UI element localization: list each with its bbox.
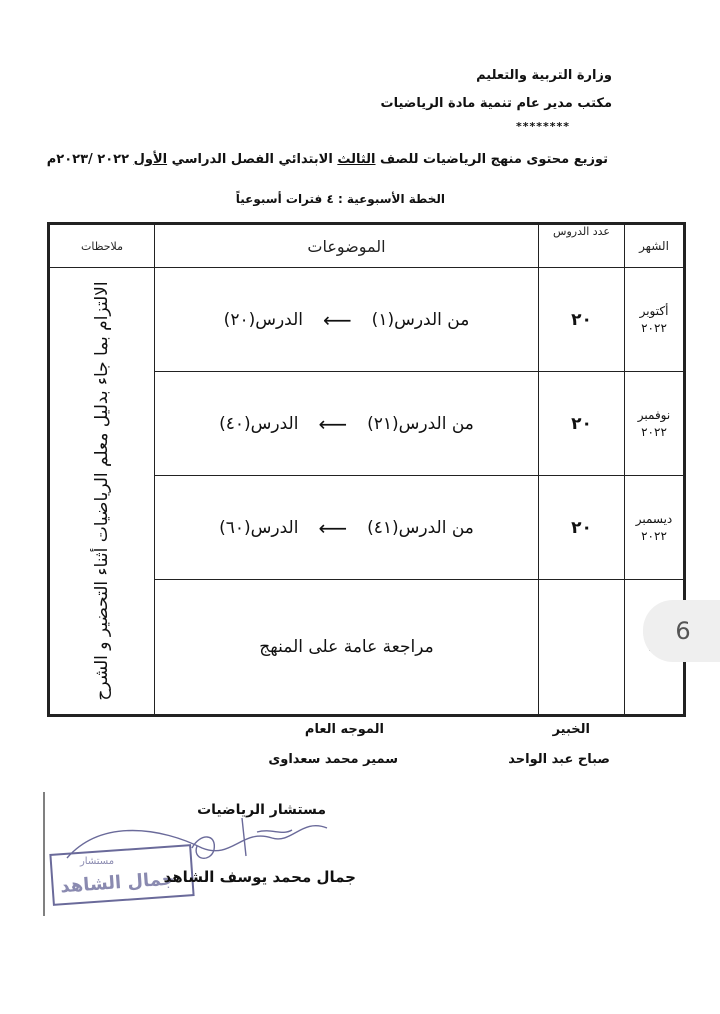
expert-title: الخبير <box>552 722 590 737</box>
stamp-caption: مستشار <box>79 856 115 867</box>
notes-cell <box>49 268 155 716</box>
topics-cell <box>155 476 539 580</box>
header-month: الشهر <box>625 224 685 268</box>
range-from: من الدرس(٢١) <box>367 413 474 434</box>
supervisor-name: سمير محمد سعداوى <box>268 752 398 767</box>
notes-text: الالتزام بما جاء بدليل معلم الرياضيات أثناء التحضير و الشرح <box>92 281 112 701</box>
month-year: ٢٠٢٢ <box>641 528 667 543</box>
page-number-badge[interactable]: 6 <box>643 600 720 662</box>
range-to: الدرس(٤٠) <box>219 413 299 434</box>
table-row <box>49 268 685 372</box>
expert-name: صباح عبد الواحد <box>508 752 610 767</box>
header-notes: ملاحظات <box>49 224 155 268</box>
title-grade: الثالث <box>337 152 376 167</box>
ministry-name: وزارة التربية والتعليم <box>476 68 612 83</box>
month-year: ٢٠٢٢ <box>641 320 667 335</box>
lesson-count-cell: ٢٠ <box>539 476 625 580</box>
office-name: مكتب مدير عام تنمية مادة الرياضيات <box>380 96 612 111</box>
document-title <box>46 152 608 167</box>
title-term: الأول <box>133 152 168 167</box>
month-cell <box>625 268 685 372</box>
month-name: نوفمبر <box>637 407 671 422</box>
range-from: من الدرس(١) <box>371 309 470 330</box>
lesson-count-cell: ٢٠ <box>539 268 625 372</box>
header-lesson-count: عدد الدروس <box>539 224 625 268</box>
weekly-plan-subtitle: الخطة الأسبوعية : ٤ فترات أسبوعياً <box>235 192 445 206</box>
range-from: من الدرس(٤١) <box>367 517 474 538</box>
range-to: الدرس(٦٠) <box>219 517 299 538</box>
arrow-left-icon: ⟵ <box>318 515 348 540</box>
topics-cell <box>155 268 539 372</box>
supervisor-title: الموجه العام <box>304 722 384 737</box>
range-to: الدرس(٢٠) <box>223 309 303 330</box>
lesson-count-cell-empty <box>539 580 625 716</box>
month-year: ٢٠٢٢ <box>641 424 667 439</box>
arrow-left-icon: ⟵ <box>323 307 352 332</box>
title-year: ٢٠٢٢ /٢٠٢٣م <box>46 152 134 167</box>
title-part: توزيع محتوى منهج الرياضيات للصف <box>375 152 608 167</box>
distribution-table <box>47 222 686 717</box>
stamp-name: جمال الشاهد <box>59 868 176 898</box>
topics-cell <box>155 372 539 476</box>
arrow-left-icon: ⟵ <box>318 411 348 436</box>
month-name: أكتوبر <box>639 303 669 318</box>
lesson-count-cell: ٢٠ <box>539 372 625 476</box>
review-cell: مراجعة عامة على المنهج <box>155 580 539 716</box>
separator-stars: ******** <box>515 120 570 133</box>
month-cell <box>625 372 685 476</box>
month-name: ديسمبر <box>635 511 673 526</box>
title-part: الابتدائي الفصل الدراسي <box>167 152 338 167</box>
header-topics: الموضوعات <box>155 224 539 268</box>
advisor-name: جمال محمد يوسف الشاهد <box>163 868 356 886</box>
advisor-title: مستشار الرياضيات <box>197 802 326 818</box>
month-cell <box>625 476 685 580</box>
table-header-row <box>49 224 685 268</box>
